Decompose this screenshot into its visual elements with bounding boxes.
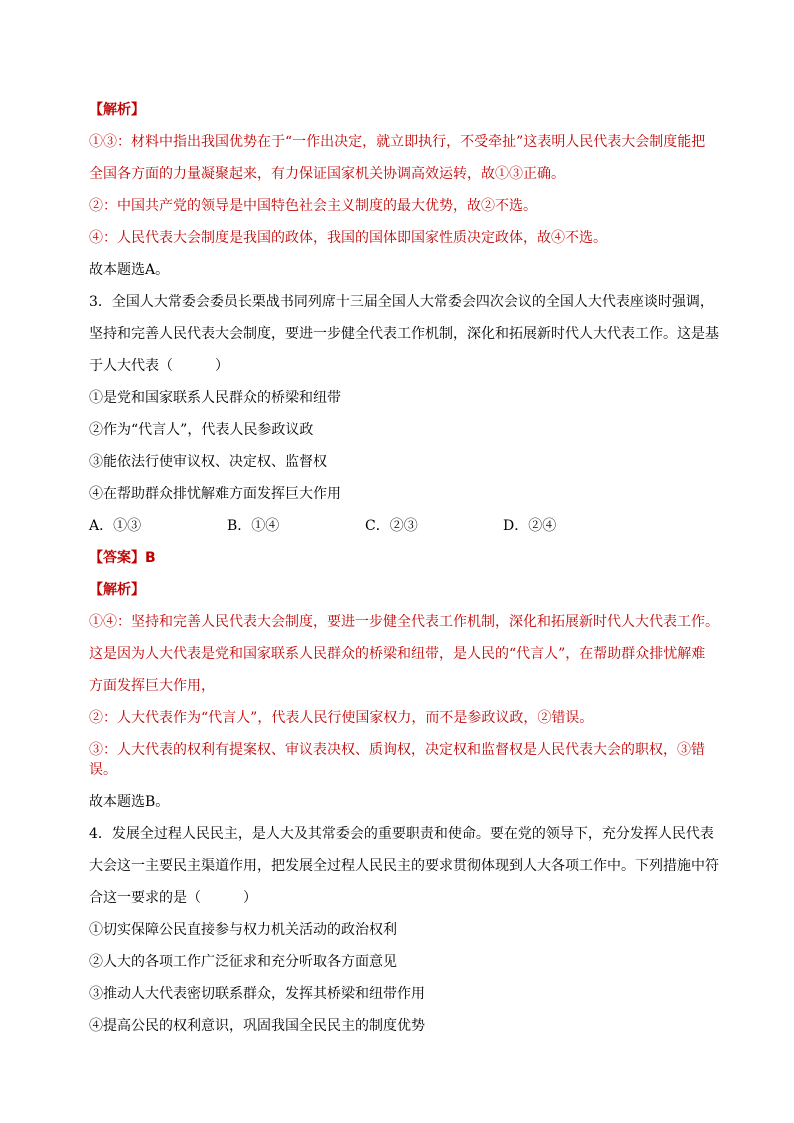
question-3-item-1: ①是党和国家联系人民群众的桥梁和纽带 [89,390,341,406]
conclusion-q2: 故本题选A。 [89,262,170,278]
analysis-q3-point-2: ②：人大代表作为“代言人”，代表人民行使国家权力，而不是参政议政，②错误。 [89,710,594,726]
analysis-heading-q2: 【解析】 [89,102,145,118]
document-page [89,100,719,1048]
answer-q3: 【答案】B [89,550,156,566]
question-4-item-2: ②人大的各项工作广泛征求和充分听取各方面意见 [89,954,397,970]
analysis-q2-point-1: ①③：材料中指出我国优势在于“一作出决定，就立即执行，不受牵扯”这表明人民代表大会制度能把全国各方面的力量凝聚起来，有力保证国家机关协调高效运转，故①③正确。 [89,134,706,182]
conclusion-q3: 故本题选B。 [89,794,170,810]
question-3-stem: 3．全国人大常委会委员长栗战书同列席十三届全国人大常委会四次会议的全国人大代表座谈时强调，坚持和完善人民代表大会制度，要进一步健全代表工作机制，深化和拓展新时代人大代表工作。这是基于人大代表（ ） [89,294,719,374]
analysis-q2-point-2: ②：中国共产党的领导是中国特色社会主义制度的最大优势，故②不选。 [89,198,537,214]
analysis-q3-point-1: ①④：坚持和完善人民代表大会制度，要进一步健全代表工作机制，深化和拓展新时代人大代表工作。这是因为人大代表是党和国家联系人民群众的桥梁和纽带，是人民的“代言人”，在帮助群众排忧解难方面发挥巨大作用， [89,614,719,694]
option-d: D．②④ [503,518,557,534]
question-3-item-2: ②作为“代言人”，代表人民参政议政 [89,422,314,438]
question-4-item-4: ④提高公民的权利意识，巩固我国全民民主的制度优势 [89,1018,425,1034]
question-3-item-4: ④在帮助群众排忧解难方面发挥巨大作用 [89,486,341,502]
option-a: A．①③ [89,518,142,534]
question-4-item-3: ③推动人大代表密切联系群众，发挥其桥梁和纽带作用 [89,986,425,1002]
question-3-item-3: ③能依法行使审议权、决定权、监督权 [89,454,327,470]
analysis-q2-point-3: ④：人民代表大会制度是我国的政体，我国的国体即国家性质决定政体，故④不选。 [89,230,607,246]
analysis-heading-q3: 【解析】 [89,582,145,598]
question-4-item-1: ①切实保障公民直接参与权力机关活动的政治权利 [89,922,397,938]
option-c: C．②③ [365,518,418,534]
option-b: B．①④ [227,518,280,534]
analysis-q3-point-3: ③：人大代表的权利有提案权、审议表决权、质询权，决定权和监督权是人民代表大会的职权，③错误。 [89,742,705,778]
question-4-stem: 4．发展全过程人民民主，是人大及其常委会的重要职责和使命。要在党的领导下，充分发挥人民代表大会这一主要民主渠道作用，把发展全过程人民民主的要求贯彻体现到人大各项工作中。下列措施中符合这一要求的是（ ） [89,826,719,906]
question-3-options [89,516,719,536]
